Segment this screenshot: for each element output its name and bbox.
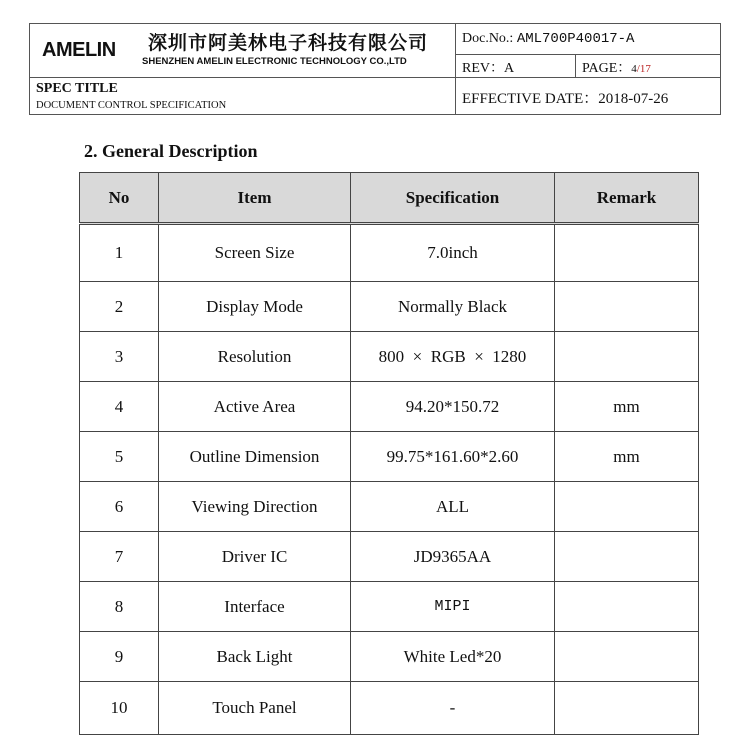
cell-spec: White Led*20 — [351, 632, 555, 682]
spec-subtitle: DOCUMENT CONTROL SPECIFICATION — [36, 100, 227, 111]
cell-no: 3 — [80, 332, 159, 382]
spec-title: SPEC TITLE — [36, 81, 118, 96]
doc-number — [462, 31, 634, 47]
page-label: PAGE： — [582, 61, 632, 76]
cell-no: 2 — [80, 282, 159, 332]
cell-spec: JD9365AA — [351, 532, 555, 582]
cell-item: Driver IC — [159, 532, 351, 582]
table-row — [80, 382, 699, 432]
cell-item: Interface — [159, 582, 351, 632]
table-row — [80, 632, 699, 682]
cell-no: 4 — [80, 382, 159, 432]
general-description-table — [79, 172, 699, 735]
cell-spec: 800 × RGB × 1280 — [351, 332, 555, 382]
cell-remark — [555, 632, 699, 682]
table-row — [80, 432, 699, 482]
cell-spec: - — [351, 682, 555, 735]
cell-no: 9 — [80, 632, 159, 682]
column-header: No — [80, 173, 159, 224]
cell-no: 10 — [80, 682, 159, 735]
column-header: Remark — [555, 173, 699, 224]
table-row — [80, 682, 699, 735]
cell-item: Touch Panel — [159, 682, 351, 735]
doc-number-label: Doc.No.: — [462, 31, 517, 46]
cell-item: Screen Size — [159, 224, 351, 282]
page-total: /17 — [636, 63, 651, 75]
column-header: Item — [159, 173, 351, 224]
cell-item: Display Mode — [159, 282, 351, 332]
cell-item: Viewing Direction — [159, 482, 351, 532]
cell-remark: mm — [555, 432, 699, 482]
cell-no: 8 — [80, 582, 159, 632]
table-row — [80, 482, 699, 532]
cell-item: Outline Dimension — [159, 432, 351, 482]
company-name-cn: 深圳市阿美林电子科技有限公司 — [148, 32, 429, 54]
column-header: Specification — [351, 173, 555, 224]
cell-remark — [555, 282, 699, 332]
table-row — [80, 224, 699, 282]
company-logo: AMELIN — [42, 39, 116, 61]
page-number — [582, 57, 651, 77]
cell-remark — [555, 332, 699, 382]
document-header — [29, 23, 721, 115]
cell-item: Active Area — [159, 382, 351, 432]
table-row — [80, 582, 699, 632]
company-name-en: SHENZHEN AMELIN ELECTRONIC TECHNOLOGY CO.,LTD — [142, 56, 407, 67]
table-row — [80, 532, 699, 582]
cell-remark: mm — [555, 382, 699, 432]
cell-no: 7 — [80, 532, 159, 582]
cell-spec: 7.0inch — [351, 224, 555, 282]
cell-item: Resolution — [159, 332, 351, 382]
cell-spec: 94.20*150.72 — [351, 382, 555, 432]
cell-remark — [555, 532, 699, 582]
cell-spec: ALL — [351, 482, 555, 532]
revision: REV：A — [462, 61, 515, 76]
page-current: 4 — [631, 63, 637, 75]
table-header-row — [80, 173, 699, 224]
effective-date: EFFECTIVE DATE：2018-07-26 — [462, 91, 669, 107]
cell-remark — [555, 224, 699, 282]
table-row — [80, 332, 699, 382]
cell-spec: MIPI — [351, 582, 555, 632]
cell-no: 1 — [80, 224, 159, 282]
cell-no: 5 — [80, 432, 159, 482]
cell-no: 6 — [80, 482, 159, 532]
cell-spec: 99.75*161.60*2.60 — [351, 432, 555, 482]
cell-remark — [555, 682, 699, 735]
table-row — [80, 282, 699, 332]
cell-spec: Normally Black — [351, 282, 555, 332]
doc-number-value: AML700P40017-A — [516, 31, 635, 47]
cell-remark — [555, 582, 699, 632]
cell-item: Back Light — [159, 632, 351, 682]
section-title: 2. General Description — [84, 141, 258, 161]
cell-remark — [555, 482, 699, 532]
